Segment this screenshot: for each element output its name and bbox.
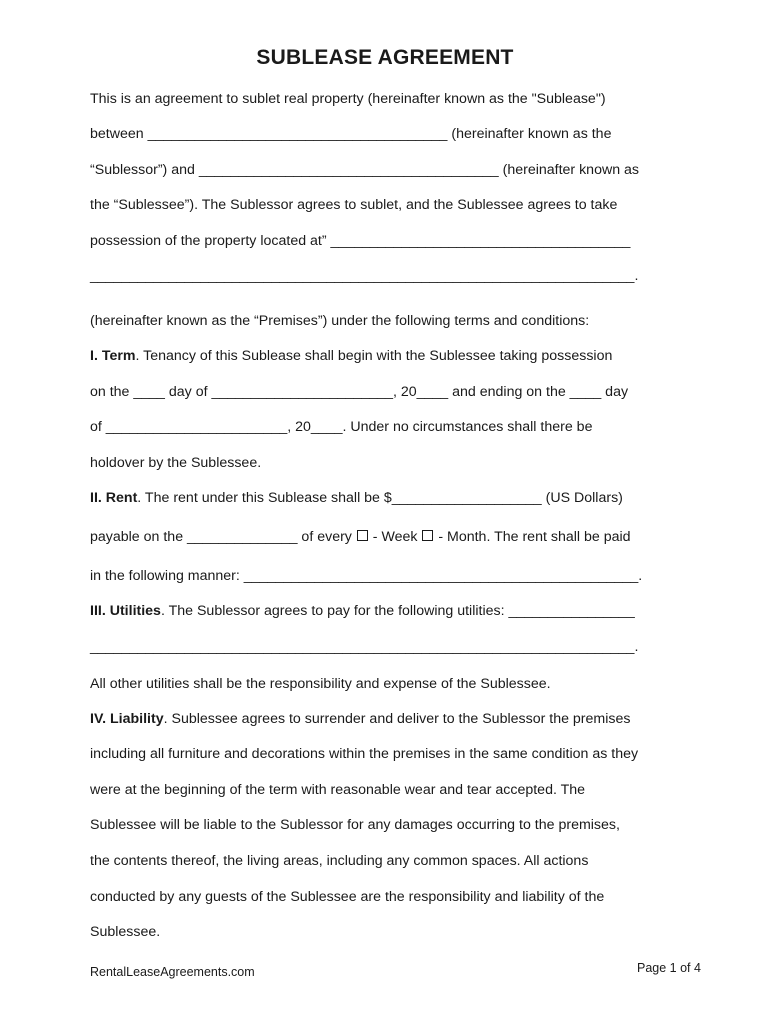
liability-line-2: including all furniture and decorations within the premises in the same condition as they: [90, 746, 639, 762]
liability-text-1: . Sublessee agrees to surrender and deliver to the Sublessor the premises: [163, 711, 631, 727]
utilities-line-1: [90, 602, 690, 620]
liability-heading: IV. Liability: [90, 711, 164, 727]
footer-source: RentalLeaseAgreements.com: [90, 965, 255, 979]
intro-line-6: _____________________________________________________________________.: [90, 268, 639, 284]
term-text-1: . Tenancy of this Sublease shall begin with the Sublessee taking possession: [135, 348, 613, 364]
utilities-line-2: _____________________________________________________________________.: [90, 639, 639, 655]
intro-line-7: (hereinafter known as the “Premises”) under the following terms and conditions:: [90, 313, 590, 329]
term-line-3: of _______________________, 20____. Under no circumstances shall there be: [90, 419, 593, 435]
document-title: SUBLEASE AGREEMENT: [256, 46, 514, 69]
week-checkbox[interactable]: [357, 530, 368, 541]
utilities-text-1: . The Sublessor agrees to pay for the following utilities: ________________: [160, 603, 635, 619]
term-line-1: [90, 347, 690, 365]
rent-month-label: - Month. The rent shall be paid: [434, 529, 631, 545]
rent-line-3: in the following manner: __________________________________________________.: [90, 568, 643, 584]
intro-line-4: the “Sublessee”). The Sublessor agrees to sublet, and the Sublessee agrees to take: [90, 197, 618, 213]
liability-line-4: Sublessee will be liable to the Sublessor for any damages occurring to the premises,: [90, 817, 620, 833]
liability-line-7: Sublessee.: [90, 924, 161, 940]
liability-line-6: conducted by any guests of the Sublessee are the responsibility and liability of the: [90, 889, 605, 905]
rent-text-1: . The rent under this Sublease shall be $___________________ (US Dollars): [137, 490, 623, 506]
term-line-4: holdover by the Sublessee.: [90, 455, 262, 471]
liability-line-5: the contents thereof, the living areas, including any common spaces. All actions: [90, 853, 589, 869]
liability-line-1: [90, 710, 690, 728]
utilities-line-3: All other utilities shall be the responsibility and expense of the Sublessee.: [90, 676, 551, 692]
rent-week-label: - Week: [368, 529, 422, 545]
month-checkbox[interactable]: [422, 530, 433, 541]
rent-line-1: [90, 489, 690, 507]
intro-line-2: between ______________________________________ (hereinafter known as the: [90, 126, 612, 142]
intro-line-5: possession of the property located at” ______________________________________: [90, 233, 631, 249]
rent-text-2a: payable on the ______________ of every: [90, 529, 356, 545]
intro-line-1: This is an agreement to sublet real property (hereinafter known as the "Sublease"): [90, 91, 606, 107]
liability-line-3: were at the beginning of the term with reasonable wear and tear accepted. The: [90, 782, 586, 798]
intro-line-3: “Sublessor”) and ______________________________________ (hereinafter known as: [90, 162, 640, 178]
term-line-2: on the ____ day of _______________________, 20____ and ending on the ____ day: [90, 384, 629, 400]
rent-heading: II. Rent: [90, 490, 138, 506]
page-number: Page 1 of 4: [637, 961, 701, 975]
term-heading: I. Term: [90, 348, 136, 364]
rent-line-2: [90, 528, 690, 546]
utilities-heading: III. Utilities: [90, 603, 161, 619]
